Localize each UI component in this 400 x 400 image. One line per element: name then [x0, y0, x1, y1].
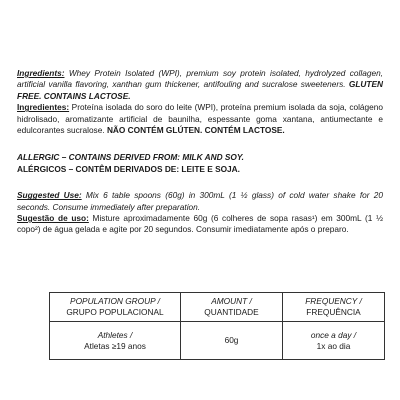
label-text-block: [17, 68, 383, 236]
table-row: [50, 322, 385, 360]
ingredients-en: Ingredients: Whey Protein Isolated (WPI), premium soy protein isolated, hydrolyzed collagen, artificial vanilla flavoring, xanthan gum thickener, antifouling and sucralose sweeteners. GLUTEN FREE. CONTAINS LACTOSE.: [17, 68, 383, 101]
cell-population-group: Athletes / Atletas ≥19 anos: [50, 322, 181, 360]
cell-amount: 60g: [181, 322, 283, 360]
serving-table: [49, 292, 385, 360]
allergic-en: ALLERGIC – CONTAINS DERIVED FROM: MILK AND SOY.: [17, 152, 244, 163]
header-population-group: POPULATION GROUP / GRUPO POPULACIONAL: [50, 293, 181, 322]
suggested-use-en: Suggested Use: Mix 6 table spoons (60g) in 300mL (1 ½ glass) of cold water shake for 20 seconds. Consume immediately after preparation.: [17, 190, 383, 212]
cell-frequency: once a day / 1x ao dia: [283, 322, 385, 360]
header-frequency: FREQUENCY / FREQUÊNCIA: [283, 293, 385, 322]
table-header-row: [50, 293, 385, 322]
ingredients-pt: Ingredientes: Proteína isolada do soro do leite (WPI), proteína premium isolada da soja, colágeno hidrolisado, aromatizante artificial de baunilha, espessante goma xantana, antiumectante e edulcorantes sucralose. NÃO CONTÉM GLÚTEN. CONTÉM LACTOSE.: [17, 102, 383, 136]
header-amount: AMOUNT / QUANTIDADE: [181, 293, 283, 322]
allergic-pt: ALÉRGICOS – CONTÊM DERIVADOS DE: LEITE E SOJA.: [17, 163, 240, 174]
serving-table-wrapper: [32, 292, 385, 360]
suggested-use-pt: Sugestão de uso: Misture aproximadamente 60g (6 colheres de sopa rasas¹) em 300mL (1 ½ copo²) de água gelada e agite por 20 segundos. Consumir imediatamente após o preparo.: [17, 213, 383, 235]
